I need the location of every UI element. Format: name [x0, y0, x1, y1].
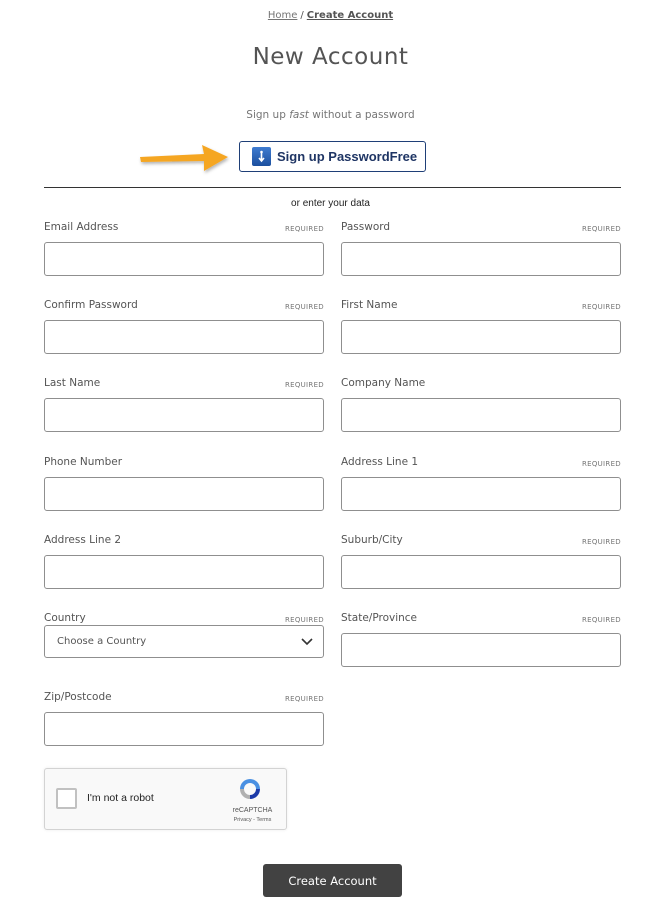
address-line-2-label: Address Line 2: [44, 534, 122, 546]
password-required-badge: REQUIRED: [581, 225, 621, 233]
page-title: New Account: [252, 44, 409, 70]
breadcrumb-current-link[interactable]: Create Account: [306, 10, 394, 21]
state-province-required-badge: REQUIRED: [581, 616, 621, 624]
first-name-required-badge: REQUIRED: [581, 303, 621, 311]
first-name-label: First Name: [341, 299, 398, 311]
country-select[interactable]: [44, 625, 324, 658]
passwordfree-signup-button[interactable]: [239, 141, 426, 172]
recaptcha-logo-icon: [238, 777, 262, 801]
first-name-input[interactable]: [341, 320, 621, 354]
last-name-required-badge: REQUIRED: [284, 381, 324, 389]
address-line-2-input[interactable]: [44, 555, 324, 589]
phone-number-input[interactable]: [44, 477, 324, 511]
email-address-input[interactable]: [44, 242, 324, 276]
confirm-password-required-badge: REQUIRED: [284, 303, 324, 311]
recaptcha-links[interactable]: Privacy - Terms: [233, 817, 272, 823]
company-name-label: Company Name: [341, 377, 426, 389]
state-province-label: State/Province: [341, 612, 418, 624]
recaptcha-label: I'm not a robot: [87, 792, 154, 804]
tagline-emphasis: fast: [289, 109, 309, 121]
address-line-1-required-badge: REQUIRED: [581, 460, 621, 468]
zip-postcode-input[interactable]: [44, 712, 324, 746]
breadcrumb: [0, 10, 661, 21]
confirm-password-label: Confirm Password: [44, 299, 138, 311]
breadcrumb-home-link[interactable]: Home: [267, 10, 298, 21]
pointing-arrow-icon: [136, 140, 236, 176]
address-line-1-input[interactable]: [341, 477, 621, 511]
country-required-badge: REQUIRED: [284, 616, 324, 624]
divider: [44, 187, 621, 188]
divider-text: or enter your data: [291, 198, 370, 209]
phone-number-label: Phone Number: [44, 456, 123, 468]
tagline-suffix: without a password: [308, 109, 415, 121]
country-selected-value: Choose a Country: [57, 636, 147, 647]
passwordfree-button-label: Sign up PasswordFree: [277, 149, 418, 164]
signup-tagline: [0, 109, 661, 121]
recaptcha-widget: [44, 768, 287, 830]
tagline-prefix: Sign up: [246, 109, 290, 121]
last-name-input[interactable]: [44, 398, 324, 432]
passwordfree-logo-icon: [252, 147, 271, 166]
email-address-label: Email Address: [44, 221, 119, 233]
password-label: Password: [341, 221, 391, 233]
address-line-1-label: Address Line 1: [341, 456, 419, 468]
email-address-required-badge: REQUIRED: [284, 225, 324, 233]
recaptcha-brand: reCAPTCHA: [232, 807, 273, 814]
create-account-button[interactable]: Create Account: [263, 864, 402, 897]
chevron-down-icon: [301, 638, 313, 646]
suburb-city-required-badge: REQUIRED: [581, 538, 621, 546]
country-label: Country: [44, 612, 86, 624]
recaptcha-checkbox[interactable]: [56, 788, 77, 809]
zip-postcode-required-badge: REQUIRED: [284, 695, 324, 703]
password-input[interactable]: [341, 242, 621, 276]
suburb-city-input[interactable]: [341, 555, 621, 589]
zip-postcode-label: Zip/Postcode: [44, 691, 112, 703]
company-name-input[interactable]: [341, 398, 621, 432]
confirm-password-input[interactable]: [44, 320, 324, 354]
suburb-city-label: Suburb/City: [341, 534, 403, 546]
last-name-label: Last Name: [44, 377, 101, 389]
breadcrumb-separator: /: [300, 10, 304, 21]
state-province-input[interactable]: [341, 633, 621, 667]
